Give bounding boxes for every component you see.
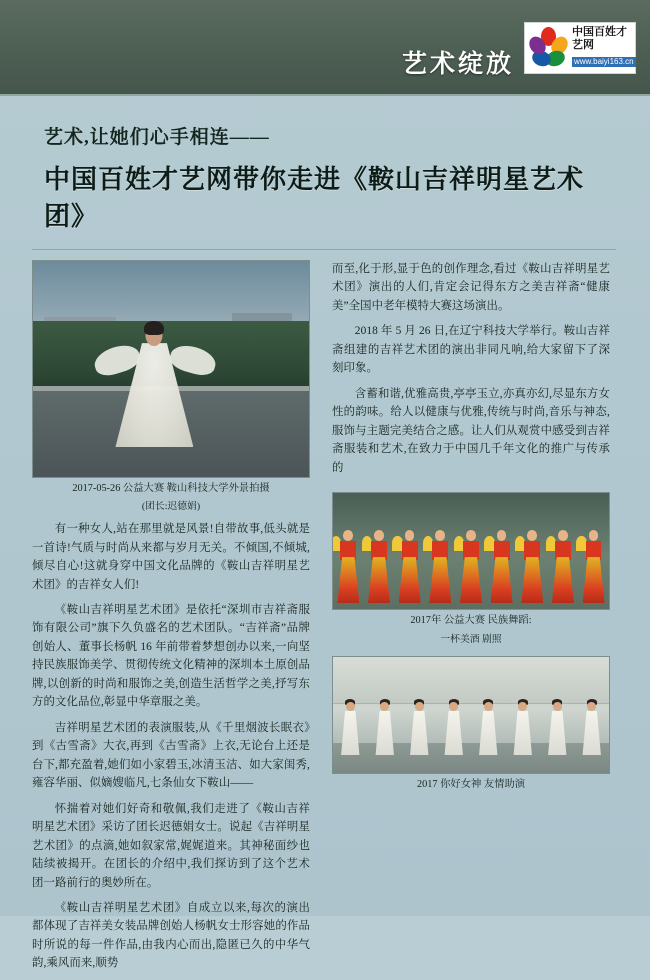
photo-caption: 2017-05-26 公益大赛 鞍山科技大学外景拍摄	[72, 483, 270, 494]
headline-block	[0, 96, 650, 239]
right-column	[332, 260, 610, 980]
paragraph: 《鞍山吉祥明星艺术团》自成立以来,每次的演出都体现了吉祥美女装品牌创始人杨帆女士形容她的作品时所说的每一件作品,由我内心而出,隐匿已久的中华气韵,乘风而来,顺势	[32, 902, 310, 970]
article-body	[0, 250, 650, 980]
paragraph: 怀揣着对她们好奇和敬佩,我们走进了《鞍山吉祥明星艺术团》采访了团长迟德娟女士。说起《吉祥明星艺术团》的点滴,她如叙家常,娓娓道来。其神秘面纱也陆续被揭开。在团长的介绍中,我们探访到了这个艺术团一路前行的奥妙所在。	[32, 802, 310, 889]
paragraph: 《鞍山吉祥明星艺术团》是依托“深圳市吉祥斋服饰有限公司”旗下久负盛名的艺术团队。“吉祥斋”品牌创始人、董事长杨帆 16 年前带着梦想创办以来,一向坚持民族服饰美学、贯彻传统文化精神的深圳本土原创品牌,以创新的时尚和服饰之美,创造生活哲学之美,抒写东方的文化品位,彰显中华章服之美。	[32, 603, 310, 709]
banner-title: 艺术绽放	[401, 50, 514, 78]
photo-caption-secondary: (团长:迟德娟)	[141, 501, 201, 513]
paragraph: 含蓄和谐,优雅高贵,亭亭玉立,亦真亦幻,尽显东方女性的韵味。给人以健康与优雅,传统与时尚,音乐与神态,服饰与主题完美结合之感。让人们从观赏中感受到吉祥斋服装和艺术,在致力于中国几千年文化的推广与传承的	[332, 387, 610, 474]
photo-caption: 2017年 公益大赛 民族舞蹈:	[410, 615, 532, 627]
page-banner	[0, 0, 650, 96]
dancer-figure	[112, 317, 196, 449]
photo-caption-secondary: 一杯美酒 剧照	[440, 633, 502, 645]
page-title: 中国百姓才艺网带你走进《鞍山吉祥明星艺术团》	[44, 165, 585, 231]
dancer-outdoor-photo	[32, 260, 310, 478]
headline-subtitle: 艺术,让她们心手相连——	[44, 127, 270, 148]
group-folk-dance-photo	[332, 492, 610, 610]
paragraph: 2018 年 5 月 26 日,在辽宁科技大学举行。鞍山吉祥斋组建的吉祥艺术团的演出非同凡响,给大家留下了深刻印象。	[332, 325, 610, 375]
paragraph: 有一种女人,站在那里就是风景!自带故事,低头就是一首诗!气质与时尚从来都与岁月无关。不倾国,不倾城,倾尽自心!这就身穿中国文化品牌的《鞍山吉祥明星艺术团》的吉祥女人们!	[32, 523, 310, 591]
left-column	[32, 260, 310, 980]
site-logo	[524, 22, 636, 74]
paragraph: 吉祥明星艺术团的表演服装,从《千里烟波长眠衣》到《古雪斋》大衣,再到《古雪斋》上衣,无论台上还是台下,都充盈着,她们如小家碧玉,冰清玉洁、如大家闺秀,雍容华丽、似嫡嫂临凡,七条仙女下鞍山——	[32, 721, 310, 790]
white-robe-line-photo	[332, 656, 610, 774]
logo-url: www.baiyi163.cn	[574, 57, 634, 67]
paragraph: 而至,化于形,显于色的创作理念,看过《鞍山吉祥明星艺术团》演出的人们,肯定会记得东方之美吉祥斋“健康美”全国中老年模特大赛这场演出。	[332, 263, 610, 312]
flower-logo-icon	[529, 27, 569, 69]
photo-caption: 2017 你好女神 友情助演	[416, 779, 526, 791]
logo-name: 中国百姓才艺网	[572, 26, 627, 51]
